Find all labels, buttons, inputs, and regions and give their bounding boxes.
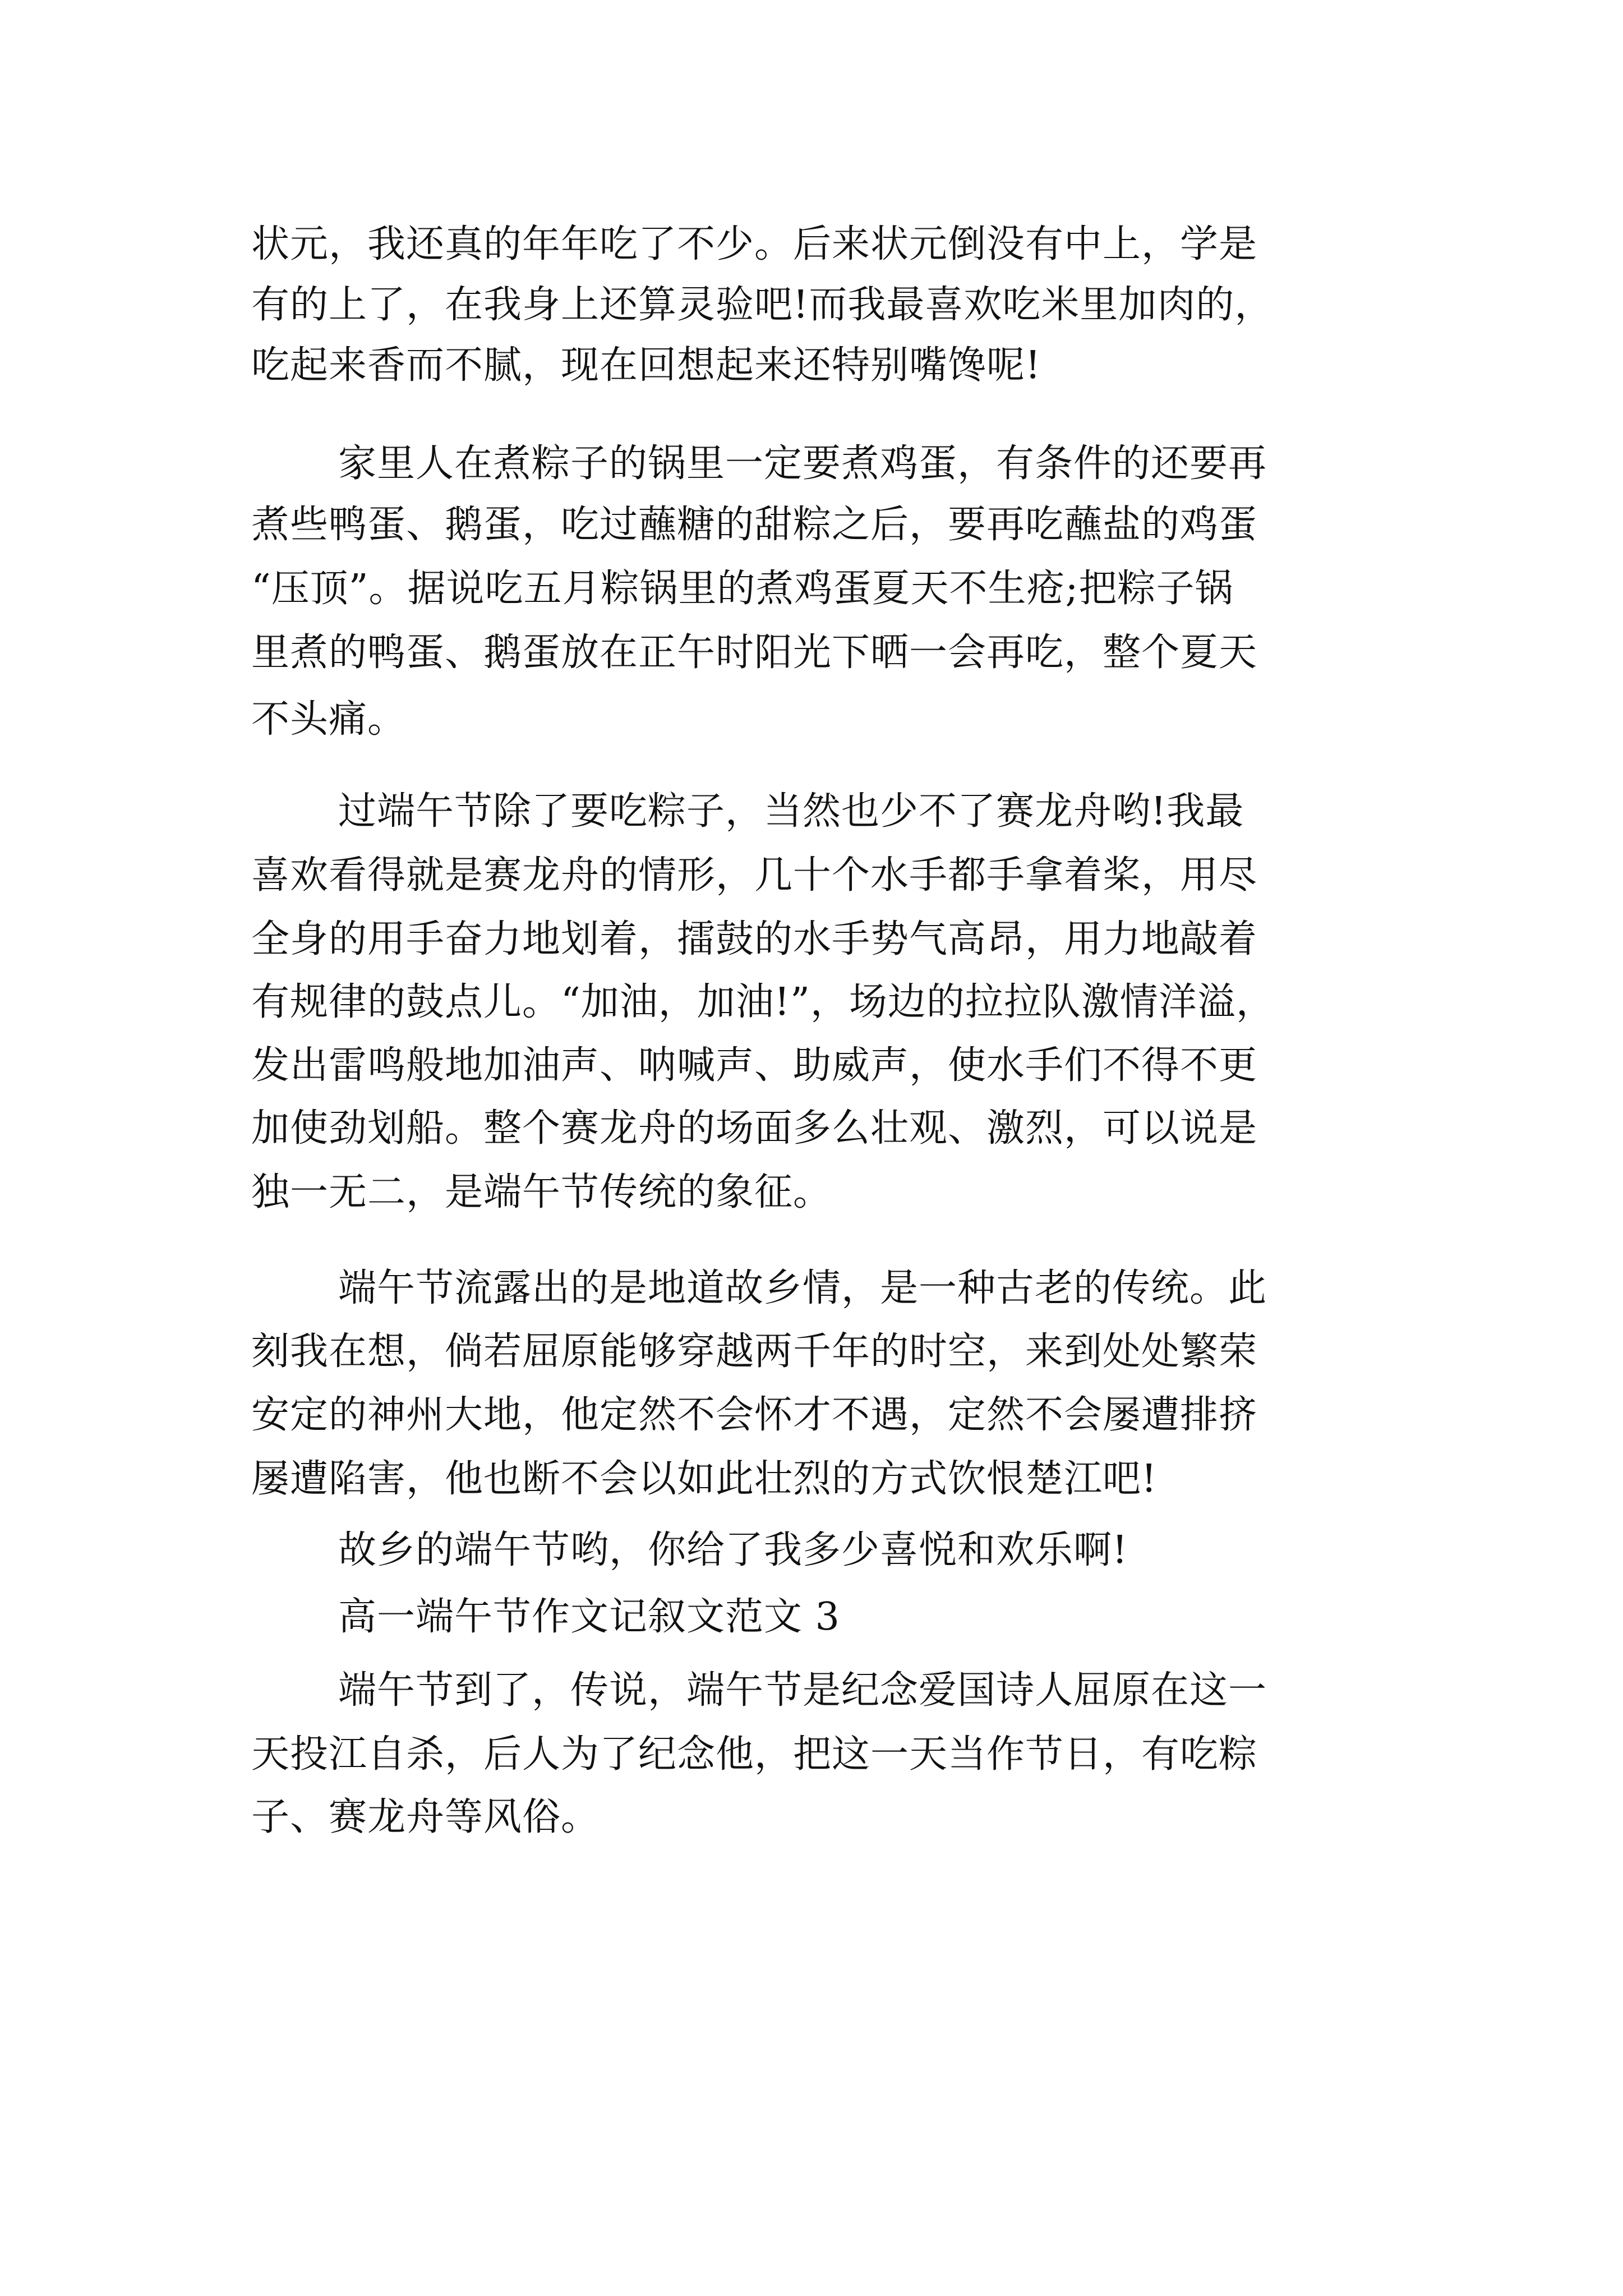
text-line-7: 里煮的鸭蛋、鹅蛋放在正午时阳光下晒一会再吃，整个夏天 (251, 631, 1258, 675)
text-line-6: “压顶”。据说吃五月粽锅里的煮鸡蛋夏天不生疮;把粽子锅 (251, 567, 1234, 611)
text-line-18: 安定的神州大地，他定然不会怀才不遇，定然不会屡遭排挤 (251, 1393, 1258, 1437)
text-line-4: 家里人在煮粽子的锅里一定要煮鸡蛋，有条件的还要再 (338, 441, 1267, 486)
text-line-17: 刻我在想，倘若屈原能够穿越两千年的时空，来到处处繁荣 (251, 1329, 1258, 1374)
text-line-14: 加使劲划船。整个赛龙舟的场面多么壮观、激烈，可以说是 (251, 1106, 1258, 1151)
text-line-8: 不头痛。 (251, 697, 407, 742)
text-line-13: 发出雷鸣般地加油声、呐喊声、助威声，使水手们不得不更 (251, 1043, 1258, 1088)
text-line-5: 煮些鸭蛋、鹅蛋，吃过蘸糖的甜粽之后，要再吃蘸盐的鸡蛋 (251, 503, 1258, 547)
text-line-12: 有规律的鼓点儿。“加油，加油!”，场边的拉拉队激情洋溢， (251, 980, 1275, 1024)
text-line-23: 天投江自杀，后人为了纪念他，把这一天当作节日，有吃粽 (251, 1732, 1258, 1777)
text-line-11: 全身的用手奋力地划着，擂鼓的水手势气高昂，用力地敲着 (251, 917, 1258, 961)
text-line-20: 故乡的端午节哟，你给了我多少喜悦和欢乐啊! (338, 1528, 1128, 1572)
text-line-24: 子、赛龙舟等风俗。 (251, 1795, 600, 1839)
text-line-3: 吃起来香而不腻，现在回想起来还特别嘴馋呢! (251, 343, 1041, 388)
text-line-10: 喜欢看得就是赛龙舟的情形，几十个水手都手拿着桨，用尽 (251, 853, 1258, 898)
text-line-9: 过端午节除了要吃粽子，当然也少不了赛龙舟哟!我最 (338, 789, 1244, 834)
text-line-22: 端午节到了，传说，端午节是纪念爱国诗人屈原在这一 (338, 1668, 1267, 1713)
text-line-1: 状元，我还真的年年吃了不少。后来状元倒没有中上，学是 (251, 222, 1258, 266)
text-line-19: 屡遭陷害，他也断不会以如此壮烈的方式饮恨楚江吧! (251, 1457, 1158, 1501)
text-line-16: 端午节流露出的是地道故乡情，是一种古老的传统。此 (338, 1266, 1267, 1310)
text-line-21: 高一端午节作文记叙文范文 3 (338, 1595, 840, 1639)
text-line-2: 有的上了，在我身上还算灵验吧!而我最喜欢吃米里加肉的， (251, 283, 1274, 327)
text-line-15: 独一无二，是端午节传统的象征。 (251, 1170, 832, 1214)
